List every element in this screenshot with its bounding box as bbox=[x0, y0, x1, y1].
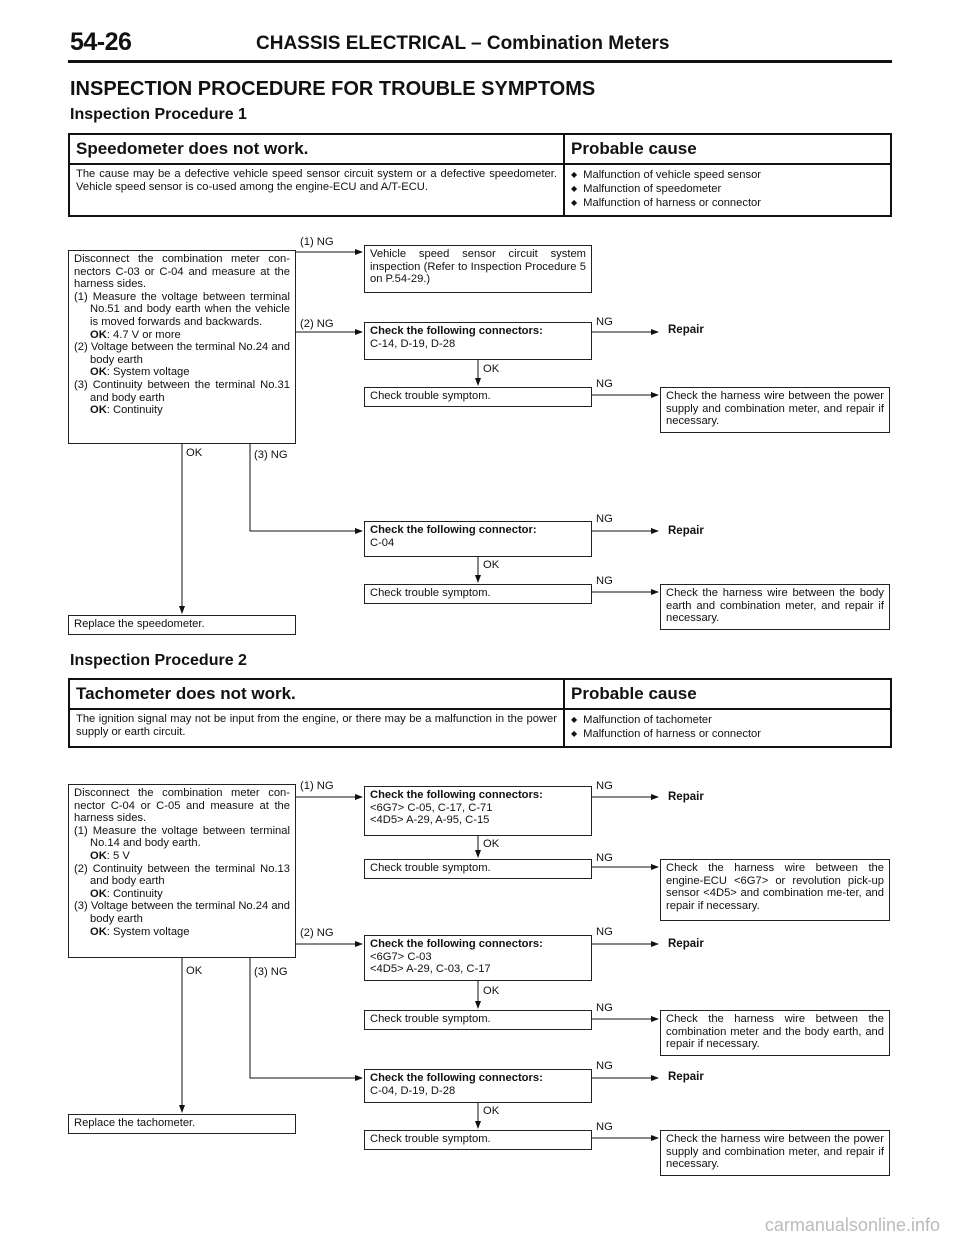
proc1-cause-item: ◆ Malfunction of speedometer bbox=[571, 182, 884, 196]
proc2-harness-ecu-box: Check the harness wire between the engine-ECU <6G7> or revolution pick-up sensor <4D5> and combination me-ter, and repair if necessary. bbox=[660, 859, 890, 921]
check-title: Check the following connectors: bbox=[370, 789, 543, 801]
proc2-symptom-table bbox=[68, 678, 892, 748]
connector-list: <4D5> A-29, A-95, C-15 bbox=[370, 814, 490, 827]
ok-label: OK bbox=[90, 328, 107, 341]
repair-label: Repair bbox=[668, 525, 704, 537]
proc2-replace-box: Replace the tachometer. bbox=[68, 1114, 296, 1134]
proc2-check-connectors-box-c bbox=[364, 1069, 592, 1103]
proc2-step1: (1) Measure the voltage between terminal No.14 and body earth. bbox=[74, 824, 290, 850]
proc1-step1: (1) Measure the voltage between terminal No.51 and body earth when the vehicle is moved forwards and backwards. bbox=[74, 290, 290, 328]
proc2-check-trouble-box-1: Check trouble symptom. bbox=[364, 859, 592, 879]
proc1-check-connector-box bbox=[364, 521, 592, 557]
proc2-harness-earth-box: Check the harness wire between the combination meter and the body earth, and repair if necessary. bbox=[660, 1010, 890, 1056]
proc1-main-intro: Disconnect the combination meter con-nectors C-03 or C-04 and measure at the harness sides. bbox=[74, 253, 290, 291]
label-ok: OK bbox=[483, 363, 500, 375]
proc1-symptom-table bbox=[68, 133, 892, 217]
label-2-ng: (2) NG bbox=[300, 318, 334, 330]
proc1-heading: Inspection Procedure 1 bbox=[70, 106, 247, 123]
proc2-symptom: Tachometer does not work. bbox=[69, 679, 564, 709]
proc2-check-connectors-box-b bbox=[364, 935, 592, 981]
proc2-check-trouble-box-3: Check trouble symptom. bbox=[364, 1130, 592, 1150]
proc2-step2: (2) Continuity between the terminal No.13 and body earth bbox=[74, 862, 290, 888]
proc2-main-intro: Disconnect the combination meter con-nector C-04 or C-05 and measure at the harness sides. bbox=[74, 787, 290, 825]
header-rule bbox=[68, 60, 892, 63]
label-ng: NG bbox=[596, 513, 613, 525]
proc2-step3: (3) Voltage between the terminal No.24 and body earth bbox=[74, 900, 290, 925]
label-3-ng: (3) NG bbox=[254, 966, 288, 978]
proc2-description: The ignition signal may not be input from the engine, or there may be a malfunction in the power supply or earth circuit. bbox=[69, 709, 564, 747]
proc1-vss-box: Vehicle speed sensor circuit system inspection (Refer to Inspection Procedure 5 on P.54-29.) bbox=[364, 245, 592, 293]
proc2-cause-header: Probable cause bbox=[564, 679, 891, 709]
label-ok: OK bbox=[483, 838, 500, 850]
check-title: Check the following connectors: bbox=[370, 938, 543, 950]
label-ok: OK bbox=[186, 447, 203, 459]
proc2-heading: Inspection Procedure 2 bbox=[70, 652, 247, 669]
label-ok: OK bbox=[483, 1105, 500, 1117]
check-title: Check the following connectors: bbox=[370, 1072, 543, 1084]
label-3-ng: (3) NG bbox=[254, 449, 288, 461]
ok-value: : 4.7 V or more bbox=[106, 328, 181, 341]
proc2-causes bbox=[564, 709, 891, 747]
proc1-check-trouble-box-2: Check trouble symptom. bbox=[364, 584, 592, 604]
ok-value: : System voltage bbox=[106, 366, 190, 379]
connector-list: <6G7> C-05, C-17, C-71 bbox=[370, 801, 493, 814]
page-header: CHASSIS ELECTRICAL – Combination Meters bbox=[256, 33, 670, 54]
ok-value: : 5 V bbox=[106, 849, 130, 862]
repair-label: Repair bbox=[668, 324, 704, 336]
proc1-replace-box: Replace the speedometer. bbox=[68, 615, 296, 635]
label-ng: NG bbox=[596, 1002, 613, 1014]
label-ng: NG bbox=[596, 378, 613, 390]
ok-label: OK bbox=[90, 925, 107, 938]
connector-list: C-14, D-19, D-28 bbox=[370, 337, 456, 350]
label-ok: OK bbox=[186, 965, 203, 977]
repair-label: Repair bbox=[668, 938, 704, 950]
proc1-causes bbox=[564, 164, 891, 216]
check-title: Check the following connectors: bbox=[370, 325, 543, 337]
proc2-check-connectors-box-a bbox=[364, 786, 592, 836]
page-title: INSPECTION PROCEDURE FOR TROUBLE SYMPTOMS bbox=[70, 78, 596, 100]
proc2-main-box bbox=[68, 784, 296, 958]
ok-label: OK bbox=[90, 404, 107, 417]
ok-value: : System voltage bbox=[106, 925, 190, 938]
proc1-main-box bbox=[68, 250, 296, 444]
label-1-ng: (1) NG bbox=[300, 236, 334, 248]
label-2-ng: (2) NG bbox=[300, 927, 334, 939]
label-1-ng: (1) NG bbox=[300, 780, 334, 792]
connector-list: C-04, D-19, D-28 bbox=[370, 1084, 456, 1097]
proc1-step3: (3) Continuity between the terminal No.31 and body earth bbox=[74, 378, 290, 404]
label-ok: OK bbox=[483, 559, 500, 571]
ok-label: OK bbox=[90, 887, 107, 900]
proc1-description: The cause may be a defective vehicle speed sensor circuit system or a defective speedometer. Vehicle speed sensor is co-used among the engine-ECU and A/T-ECU. bbox=[69, 164, 564, 216]
proc1-check-trouble-box-1: Check trouble symptom. bbox=[364, 387, 592, 407]
proc1-step2: (2) Voltage between the terminal No.24 and body earth bbox=[74, 341, 290, 366]
connector-list: <4D5> A-29, C-03, C-17 bbox=[370, 963, 491, 976]
label-ok: OK bbox=[483, 985, 500, 997]
proc1-cause-header: Probable cause bbox=[564, 134, 891, 164]
proc1-cause-item: ◆ Malfunction of harness or connector bbox=[571, 196, 884, 210]
ok-label: OK bbox=[90, 849, 107, 862]
label-ng: NG bbox=[596, 316, 613, 328]
label-ng: NG bbox=[596, 575, 613, 587]
ok-label: OK bbox=[90, 366, 107, 379]
connector-list: <6G7> C-03 bbox=[370, 950, 432, 963]
ok-value: : Continuity bbox=[106, 404, 163, 417]
label-ng: NG bbox=[596, 1060, 613, 1072]
proc1-cause-item: ◆ Malfunction of vehicle speed sensor bbox=[571, 168, 884, 182]
label-ng: NG bbox=[596, 1121, 613, 1133]
connector-list: C-04 bbox=[370, 536, 395, 549]
proc1-harness-body-box: Check the harness wire between the body earth and combination meter, and repair if necessary. bbox=[660, 584, 890, 630]
proc1-harness-power-box: Check the harness wire between the power supply and combination meter, and repair if necessary. bbox=[660, 387, 890, 433]
proc2-check-trouble-box-2: Check trouble symptom. bbox=[364, 1010, 592, 1030]
proc2-cause-item: ◆ Malfunction of harness or connector bbox=[571, 727, 884, 741]
label-ng: NG bbox=[596, 852, 613, 864]
proc1-symptom: Speedometer does not work. bbox=[69, 134, 564, 164]
repair-label: Repair bbox=[668, 791, 704, 803]
page-number: 54-26 bbox=[70, 28, 132, 56]
ok-value: : Continuity bbox=[106, 887, 163, 900]
proc2-harness-power-box: Check the harness wire between the power supply and combination meter, and repair if necessary. bbox=[660, 1130, 890, 1176]
proc2-cause-item: ◆ Malfunction of tachometer bbox=[571, 713, 884, 727]
label-ng: NG bbox=[596, 926, 613, 938]
repair-label: Repair bbox=[668, 1071, 704, 1083]
label-ng: NG bbox=[596, 780, 613, 792]
watermark: carmanualsonline.info bbox=[764, 1215, 940, 1235]
proc1-check-connectors-box bbox=[364, 322, 592, 360]
check-title: Check the following connector: bbox=[370, 524, 537, 536]
